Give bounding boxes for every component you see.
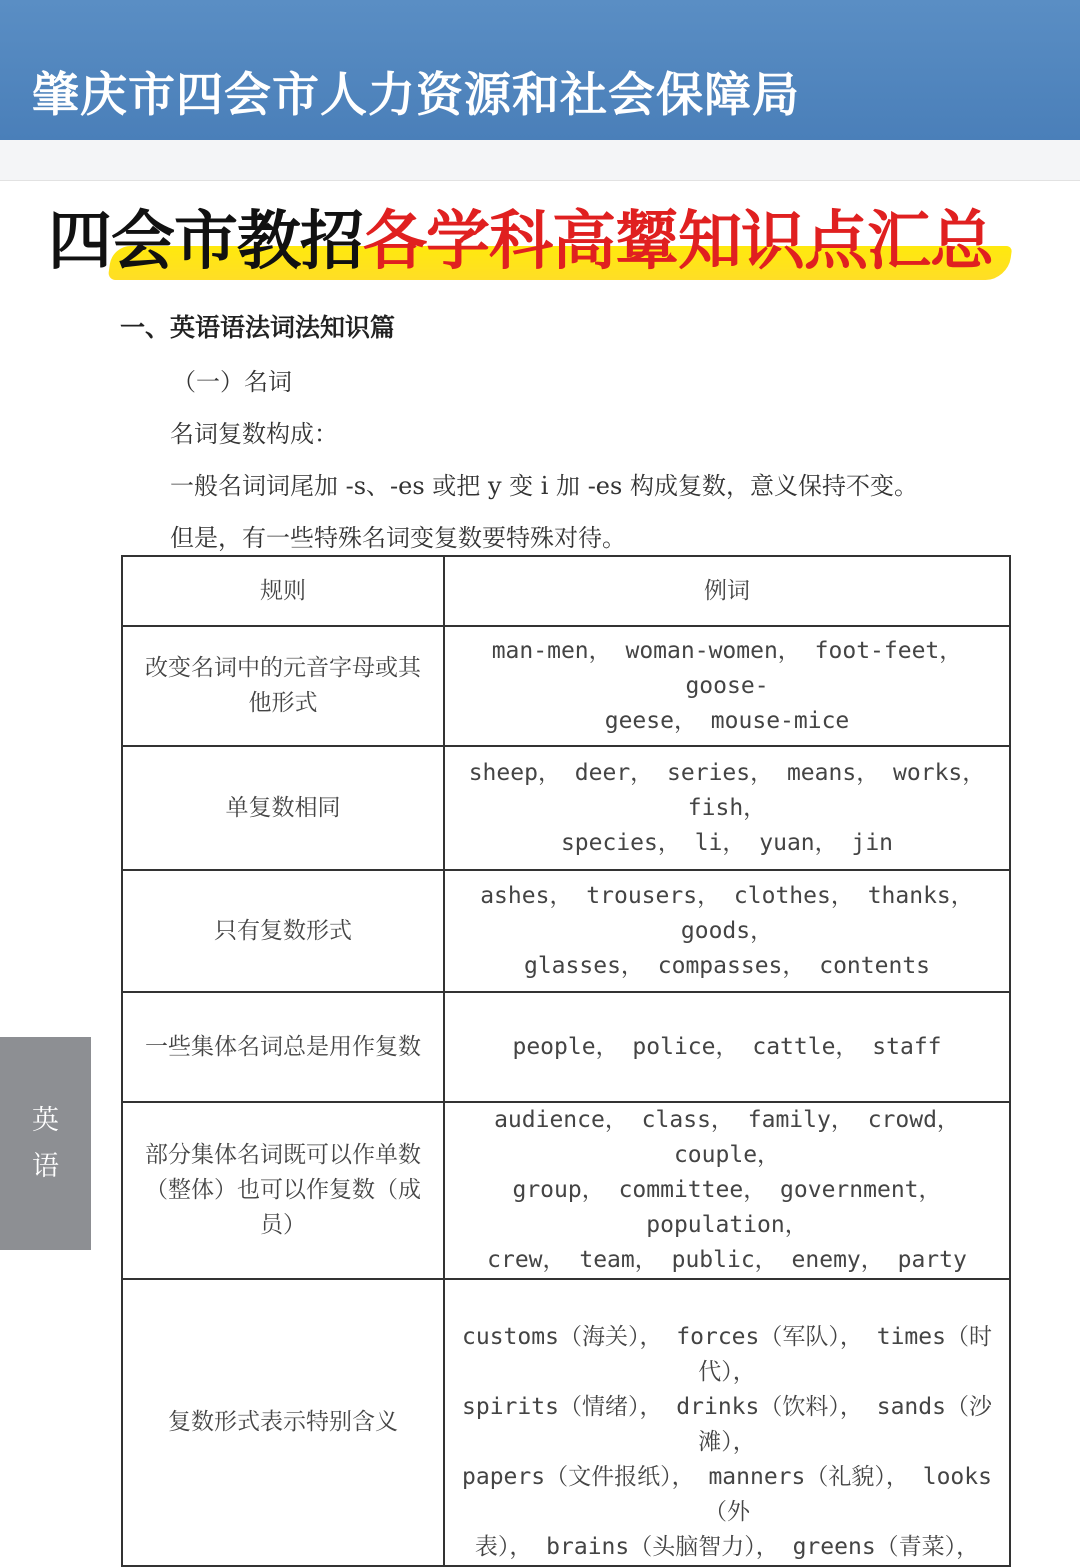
- title-part-black: 四会市教招: [48, 204, 363, 279]
- examples-line: group， committee， government， population，: [512, 1177, 942, 1238]
- examples-line: geese， mouse-mice: [604, 707, 850, 734]
- title-part-red: 各学科高颦知识点汇总: [363, 204, 993, 279]
- rule-line: 单复数相同: [225, 794, 341, 821]
- table-row: [122, 992, 1010, 1102]
- table-row: [122, 1279, 1010, 1566]
- header-divider-band: [0, 140, 1080, 181]
- paragraph-line: 一般名词词尾加 -s、-es 或把 y 变 i 加 -es 构成复数，意义保持不变。: [170, 472, 918, 500]
- rule-cell: [122, 626, 444, 746]
- paragraph-line: 但是，有一些特殊名词变复数要特殊对待。: [170, 524, 626, 552]
- header-cell-examples: 例词: [444, 556, 1010, 626]
- examples-cell: [444, 626, 1010, 746]
- table-header-row: [122, 556, 1010, 626]
- subsection-heading: （一）名词: [172, 368, 292, 396]
- examples-cell: [444, 1102, 1010, 1279]
- examples-line: spirits（情绪）， drinks（饮料）， sands（沙滩），: [462, 1394, 992, 1455]
- side-tab-char: 语: [32, 1150, 59, 1182]
- rule-line: 一些集体名词总是用作复数: [145, 1033, 421, 1060]
- paragraph-line: 名词复数构成：: [170, 420, 338, 448]
- examples-cell: [444, 746, 1010, 870]
- header-banner: [0, 0, 1080, 140]
- examples-line: ashes， trousers， clothes， thanks， goods，: [480, 882, 974, 944]
- examples-line: sheep， deer， series， means， works， fish，: [468, 759, 986, 821]
- rule-cell: [122, 1279, 444, 1566]
- examples-cell: [444, 1279, 1010, 1566]
- examples-line: people， police， cattle， staff: [512, 1033, 942, 1060]
- table-row: [122, 746, 1010, 870]
- table-row: [122, 626, 1010, 746]
- noun-plural-rules-table: [121, 555, 1011, 1567]
- examples-line: crew， team， public， enemy， party: [487, 1247, 967, 1273]
- rule-cell: [122, 870, 444, 992]
- examples-line: glasses， compasses， contents: [523, 952, 931, 979]
- rule-line: （整体）也可以作复数（成员）: [145, 1177, 421, 1238]
- examples-line: 表）， brains（头脑智力）， greens（青菜），: [474, 1534, 980, 1560]
- examples-line: audience， class， family， crowd， couple，: [494, 1107, 960, 1168]
- rule-cell: [122, 746, 444, 870]
- org-name: 肇庆市四会市人力资源和社会保障局: [32, 68, 800, 123]
- examples-cell: [444, 992, 1010, 1102]
- examples-line: man-men， woman-women， foot-feet， goose-: [491, 637, 963, 699]
- examples-line: papers（文件报纸）， manners（礼貌）， looks（外: [462, 1464, 992, 1525]
- rule-cell: [122, 1102, 444, 1279]
- table-row: [122, 1102, 1010, 1279]
- examples-cell: [444, 870, 1010, 992]
- table-row: [122, 870, 1010, 992]
- section-heading: 一、英语语法词法知识篇: [120, 313, 396, 342]
- rule-cell: [122, 992, 444, 1102]
- page-title: [48, 190, 993, 279]
- examples-line: customs（海关）， forces（军队）， times（时代），: [462, 1324, 992, 1385]
- examples-line: species， li， yuan， jin: [560, 829, 894, 856]
- rule-line: 他形式: [248, 690, 318, 716]
- header-cell-rule: 规则: [122, 556, 444, 626]
- rule-line: 只有复数形式: [214, 917, 352, 944]
- rule-line: 复数形式表示特别含义: [168, 1409, 398, 1435]
- subject-side-tab[interactable]: [0, 1037, 91, 1250]
- rule-line: 改变名词中的元音字母或其: [145, 655, 421, 681]
- side-tab-char: 英: [32, 1104, 59, 1136]
- rule-line: 部分集体名词既可以作单数: [145, 1142, 421, 1168]
